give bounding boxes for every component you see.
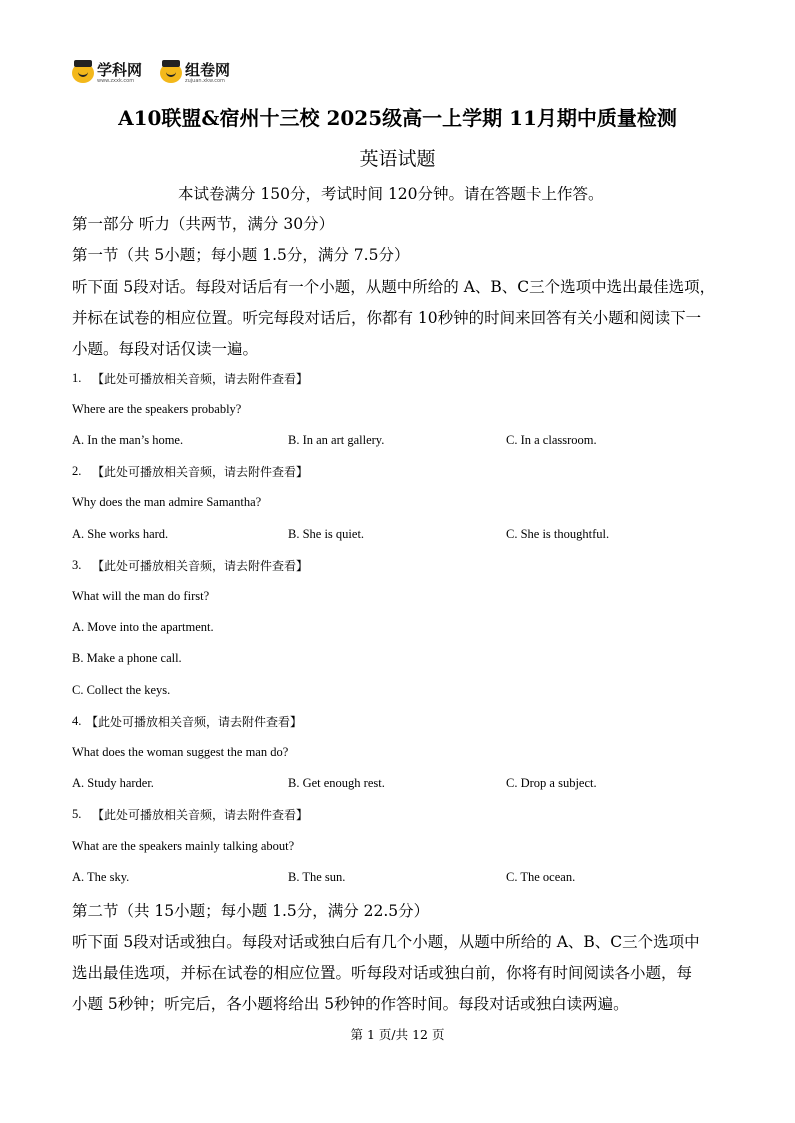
option-b: B. In an art gallery. <box>288 433 385 447</box>
audio-link[interactable]: 【此处可播放相关音频，请去附件查看】 <box>92 559 309 573</box>
question-stem: What are the speakers mainly talking about? <box>72 839 295 853</box>
section1-instruction-line: 并标在试卷的相应位置。听完每段对话后，你都有 10秒钟的时间来回答有关小题和阅读下一 <box>72 309 702 327</box>
audio-link[interactable]: 【此处可播放相关音频，请去附件查看】 <box>92 808 309 822</box>
option-c: C. The ocean. <box>506 870 576 884</box>
section2-instruction-line: 选出最佳选项，并标在试卷的相应位置。听每段对话或独白前，你将有时间阅读各小题，每 <box>72 964 693 982</box>
page-subtitle: 英语试题 <box>359 148 436 170</box>
option-a: A. In the man’s home. <box>72 433 184 447</box>
section1-title: 第一节（共 5小题；每小题 1.5分，满分 7.5分） <box>72 246 410 264</box>
option-b: B. Get enough rest. <box>288 776 385 790</box>
logo-name: 组卷网 <box>185 60 231 79</box>
audio-link[interactable]: 【此处可播放相关音频，请去附件查看】 <box>92 372 309 386</box>
option-c: C. Drop a subject. <box>506 776 597 790</box>
graduate-cap-icon <box>160 63 182 83</box>
option-b: B. She is quiet. <box>288 527 365 541</box>
audio-link[interactable]: 【此处可播放相关音频，请去附件查看】 <box>92 465 309 479</box>
question-number: 2. <box>72 464 82 478</box>
option-a: A. Move into the apartment. <box>72 620 214 634</box>
option-a: A. She works hard. <box>72 527 169 541</box>
option-a: A. Study harder. <box>72 776 154 790</box>
question-number: 1. <box>72 371 82 385</box>
audio-link[interactable]: 【此处可播放相关音频，请去附件查看】 <box>86 715 303 729</box>
question-stem: Where are the speakers probably? <box>72 402 242 416</box>
section1-instruction-line: 小题。每段对话仅读一遍。 <box>72 340 259 358</box>
question-stem: Why does the man admire Samantha? <box>72 495 262 509</box>
option-b: B. The sun. <box>288 870 346 884</box>
logo-url: www.zxxk.com <box>97 77 135 84</box>
section2-instruction-line: 听下面 5段对话或独白。每段对话或独白后有几个小题，从题中所给的 A、B、C三个选项中 <box>72 933 700 951</box>
question-stem: What does the woman suggest the man do? <box>72 745 289 759</box>
question-stem: What will the man do first? <box>72 589 210 603</box>
logo-url: zujuan.xkw.com <box>185 77 225 84</box>
page-title: A10联盟&宿州十三校 2025级高一上学期 11月期中质量检测 <box>118 106 677 130</box>
option-a: A. The sky. <box>72 870 130 884</box>
part1-title: 第一部分 听力（共两节，满分 30分） <box>72 215 335 233</box>
exam-note: 本试卷满分 150分，考试时间 120分钟。请在答题卡上作答。 <box>178 185 604 203</box>
logo-xuekewang <box>72 60 142 86</box>
section2-instruction-line: 小题 5秒钟；听完后，各小题将给出 5秒钟的作答时间。每段对话或独白读两遍。 <box>72 995 629 1013</box>
section2-title: 第二节（共 15小题；每小题 1.5分，满分 22.5分） <box>72 902 430 920</box>
option-c: C. Collect the keys. <box>72 683 171 697</box>
question-number: 4. <box>72 714 82 728</box>
graduate-cap-icon <box>72 63 94 83</box>
question-number: 5. <box>72 807 82 821</box>
page-footer: 第 1 页/共 12 页 <box>350 1027 445 1042</box>
option-c: C. In a classroom. <box>506 433 597 447</box>
section1-instruction-line: 听下面 5段对话。每段对话后有一个小题，从题中所给的 A、B、C三个选项中选出最佳选项， <box>72 278 716 296</box>
logo-name: 学科网 <box>97 60 143 79</box>
logo-zujuanwang <box>160 60 230 86</box>
question-number: 3. <box>72 558 82 572</box>
option-c: C. She is thoughtful. <box>506 527 610 541</box>
option-b: B. Make a phone call. <box>72 651 182 665</box>
